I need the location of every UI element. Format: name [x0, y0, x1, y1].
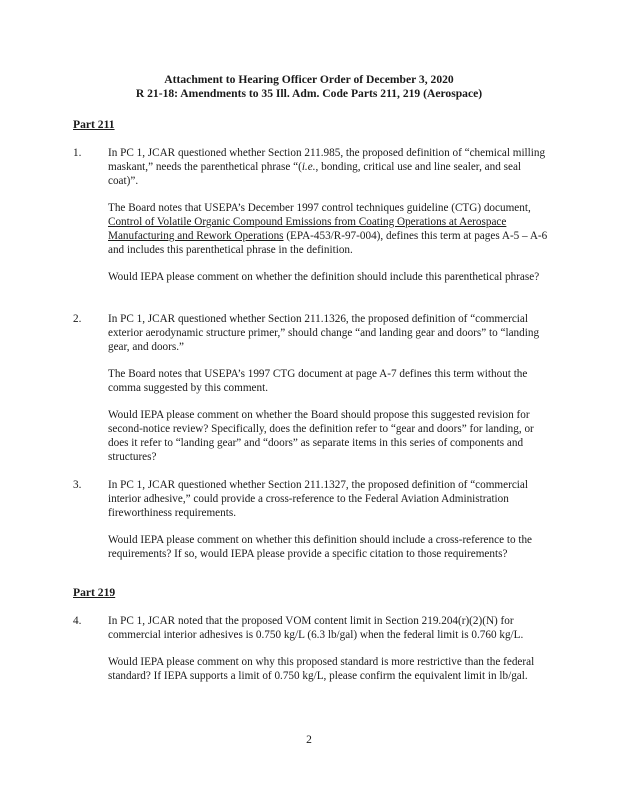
item-paragraph: The Board notes that USEPA’s December 1997 control techniques guideline (CTG) document, Control of Volatile Organic Compound Emissions from Coating Operations at Aerospace Manufacturing and Rework Operations (EPA-453/R-97-004), defines this term at pages A-5 – A-6 and includes this parenthetical phrase in the definition.: [108, 202, 548, 256]
document-header: [0, 73, 618, 101]
document-title-underlined: Control of Volatile Organic Compound Emissions from Coating Operations at Aerospace Manufacturing and Rework Operations: [108, 216, 507, 242]
item-paragraph: The Board notes that USEPA’s 1997 CTG document at page A-7 defines this term without the comma suggested by this comment.: [108, 368, 528, 394]
question-item-1: [73, 146, 551, 284]
part-219-heading: Part 219: [73, 586, 116, 599]
part-211-heading: Part 211: [73, 118, 115, 131]
header-title-line-2: R 21-18: Amendments to 35 Ill. Adm. Code Parts 211, 219 (Aerospace): [135, 87, 483, 100]
item-paragraph: In PC 1, JCAR questioned whether Section 211.1327, the proposed definition of “commercial interior adhesive,” could provide a cross-reference to the Federal Aviation Administration fireworthiness requirements.: [108, 479, 528, 519]
item-paragraph: Would IEPA please comment on whether the Board should propose this suggested revision for second-notice review? Specifically, does the definition refer to “gear and doors” for landing, or does it refer to “landing gear” and “doors” as separate items in this series of components and structures?: [108, 409, 534, 463]
item-paragraph: In PC 1, JCAR noted that the proposed VOM content limit in Section 219.204(r)(2)(N) for commercial interior adhesives is 0.750 kg/L (6.3 lb/gal) when the federal limit is 0.760 kg/L.: [108, 615, 524, 641]
ie-italic: i.e.: [301, 161, 316, 173]
item-paragraph: In PC 1, JCAR questioned whether Section 211.1326, the proposed definition of “commercial exterior aerodynamic structure primer,” should change “and landing gear and doors” to “landing gear, and doors.”: [108, 313, 540, 353]
item-number: 1.: [73, 147, 82, 159]
item-paragraph: Would IEPA please comment on whether the definition should include this parenthetical phrase?: [108, 271, 540, 283]
item-number: 4.: [73, 615, 82, 627]
item-number: 2.: [73, 313, 82, 325]
question-item-3: [73, 478, 551, 561]
question-item-4: [73, 614, 551, 683]
item-paragraph: Would IEPA please comment on whether this definition should include a cross-reference to the requirements? If so, would IEPA please provide a specific citation to those requirements?: [108, 534, 533, 560]
page-number: 2: [306, 734, 312, 746]
item-paragraph: Would IEPA please comment on why this proposed standard is more restrictive than the federal standard? If IEPA supports a limit of 0.750 kg/L, please confirm the equivalent limit in lb/gal.: [108, 656, 535, 682]
header-title-line-1: Attachment to Hearing Officer Order of December 3, 2020: [164, 73, 454, 86]
item-number: 3.: [73, 479, 82, 491]
question-item-2: [73, 312, 551, 464]
item-paragraph: In PC 1, JCAR questioned whether Section 211.985, the proposed definition of “chemical milling maskant,” needs the parenthetical phrase “(i.e., bonding, critical use and line sealer, and seal coat)”.: [108, 147, 546, 187]
